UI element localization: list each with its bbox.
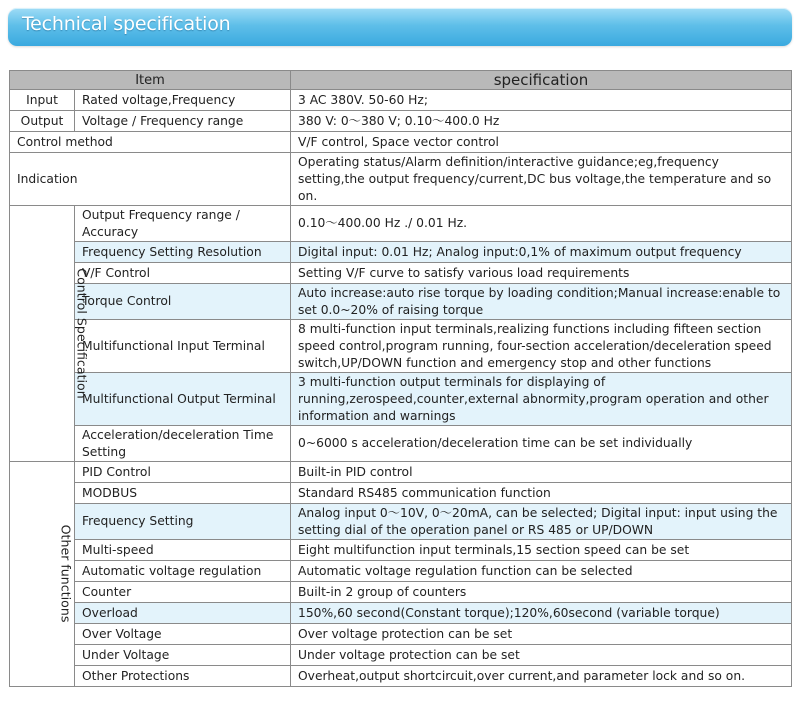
- group-label: Other functions: [58, 524, 74, 623]
- row-value: V/F control, Space vector control: [291, 132, 792, 153]
- row-value: Over voltage protection can be set: [291, 624, 792, 645]
- row-value: 150%,60 second(Constant torque);120%,60second (variable torque): [291, 603, 792, 624]
- row-label: Acceleration/deceleration Time Setting: [75, 426, 291, 462]
- table-row: [10, 624, 792, 645]
- group-label: Output: [10, 111, 75, 132]
- table-row: [10, 132, 792, 153]
- header-item: Item: [10, 71, 291, 90]
- row-label: Multifunctional Input Terminal: [75, 320, 291, 373]
- row-label: Counter: [75, 582, 291, 603]
- title-banner: [8, 8, 792, 46]
- row-label: Under Voltage: [75, 645, 291, 666]
- table-row: [10, 90, 792, 111]
- row-value: 3 multi-function output terminals for displaying of running,zerospeed,counter,external abnormity,program operation and other information and warnings: [291, 373, 792, 426]
- table-row: [10, 153, 792, 206]
- row-label: Indication: [10, 153, 291, 206]
- table-row: [10, 645, 792, 666]
- table-row: [10, 666, 792, 687]
- table-row: [10, 373, 792, 426]
- row-label: PID Control: [75, 462, 291, 483]
- group-label: Control Specification: [74, 267, 90, 399]
- group-label: Input: [10, 90, 75, 111]
- table-row: [10, 462, 792, 483]
- table-row: [10, 540, 792, 561]
- spec-table: [9, 70, 792, 687]
- table-row: [10, 263, 792, 284]
- row-value: Overheat,output shortcircuit,over current,and parameter lock and so on.: [291, 666, 792, 687]
- row-value: Standard RS485 communication function: [291, 483, 792, 504]
- table-row: [10, 603, 792, 624]
- row-value: 3 AC 380V. 50-60 Hz;: [291, 90, 792, 111]
- row-label: Other Protections: [75, 666, 291, 687]
- table-row: [10, 561, 792, 582]
- table-row: [10, 426, 792, 462]
- table-row: [10, 111, 792, 132]
- row-value: Built-in PID control: [291, 462, 792, 483]
- row-value: Eight multifunction input terminals,15 section speed can be set: [291, 540, 792, 561]
- row-value: Under voltage protection can be set: [291, 645, 792, 666]
- row-label: Automatic voltage regulation: [75, 561, 291, 582]
- table-row: [10, 582, 792, 603]
- row-value: Built-in 2 group of counters: [291, 582, 792, 603]
- row-label: MODBUS: [75, 483, 291, 504]
- table-row: [10, 483, 792, 504]
- table-row: [10, 284, 792, 320]
- row-value: 380 V: 0～380 V; 0.10～400.0 Hz: [291, 111, 792, 132]
- row-label: Over Voltage: [75, 624, 291, 645]
- table-row: [10, 504, 792, 540]
- row-value: Analog input 0～10V, 0～20mA, can be selected; Digital input: input using the setting dial of the operation panel or RS 485 or UP/DOWN: [291, 504, 792, 540]
- row-value: Automatic voltage regulation function can be selected: [291, 561, 792, 582]
- row-value: Operating status/Alarm definition/interactive guidance;eg,frequency setting,the output frequency/current,DC bus voltage,the temperature and so on.: [291, 153, 792, 206]
- row-value: Auto increase:auto rise torque by loading condition;Manual increase:enable to set 0.0~20% of raising torque: [291, 284, 792, 320]
- row-value: 8 multi-function input terminals,realizing functions including fifteen section speed control,program running, four-section acceleration/deceleration speed switch,UP/DOWN function and emergency stop and other functions: [291, 320, 792, 373]
- row-label: Multi-speed: [75, 540, 291, 561]
- group-control-specification: [10, 206, 90, 462]
- header-spec: specification: [291, 71, 792, 90]
- table-header-row: [10, 71, 792, 90]
- row-label: Overload: [75, 603, 291, 624]
- row-label: Multifunctional Output Terminal: [75, 373, 291, 426]
- row-label: Rated voltage,Frequency: [75, 90, 291, 111]
- group-other-functions: [10, 462, 75, 687]
- row-label: Control method: [10, 132, 291, 153]
- row-label: Frequency Setting Resolution: [75, 242, 291, 263]
- row-value: Setting V/F curve to satisfy various load requirements: [291, 263, 792, 284]
- row-value: 0~6000 s acceleration/deceleration time can be set individually: [291, 426, 792, 462]
- page-title: Technical specification: [22, 13, 231, 35]
- row-value: Digital input: 0.01 Hz; Analog input:0,1% of maximum output frequency: [291, 242, 792, 263]
- table-row: [10, 242, 792, 263]
- table-row: [10, 320, 792, 373]
- table-row: [10, 206, 792, 242]
- row-label: Frequency Setting: [75, 504, 291, 540]
- row-label: Torque Control: [75, 284, 291, 320]
- row-label: Output Frequency range / Accuracy: [75, 206, 291, 242]
- row-value: 0.10～400.00 Hz ./ 0.01 Hz.: [291, 206, 792, 242]
- row-label: Voltage / Frequency range: [75, 111, 291, 132]
- row-label: V/F Control: [75, 263, 291, 284]
